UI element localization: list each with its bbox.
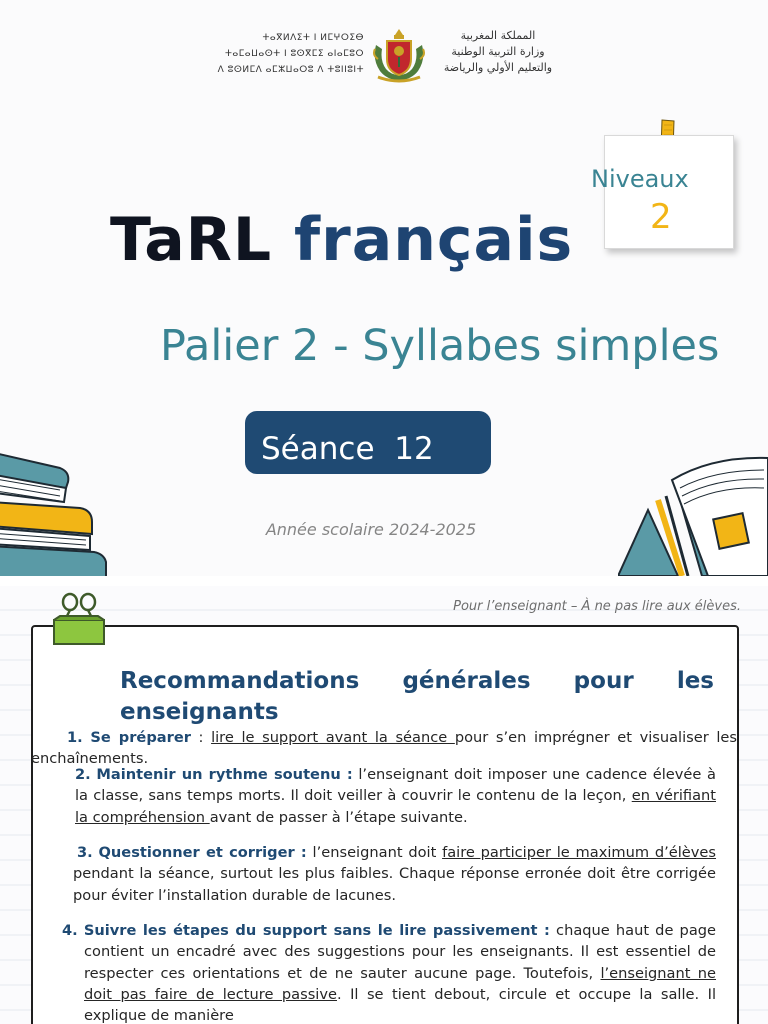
item-text: pendant la séance, surtout les plus faibles. Chaque réponse erronée doit être corrigée pour éviter l’installation durable de lacunes. — [73, 865, 716, 904]
item-text: . Il se tient debout, circule et occupe la salle. Il explique de manière — [84, 985, 716, 1024]
recommendation-item-2 — [75, 764, 716, 828]
item-number: 2. — [75, 766, 91, 783]
item-number: 1. — [67, 729, 83, 746]
item-text: pour s’en imprégner et visualiser les enchaînements. — [31, 729, 737, 768]
teacher-note: Pour l’enseignant – À ne pas lire aux élèves. — [453, 599, 741, 614]
item-underlined-text: faire participer le maximum d’élèves — [442, 844, 717, 861]
recommendations-heading: Recommandations générales pour les enseignants — [120, 668, 714, 725]
item-separator: : — [190, 729, 212, 746]
item-text: chaque haut de page contient un encadré avec des suggestions pour les enseignants. Il est essentiel de respecter ces orientations et de ne sauter aucune page. Toutefois, — [84, 922, 717, 982]
title-tarl: TaRL — [110, 205, 273, 275]
ministry-name-tifinagh — [196, 30, 364, 78]
item-title: Maintenir un rythme soutenu : — [96, 766, 353, 783]
item-underlined-text: en vérifiant la compréhension — [75, 787, 716, 826]
slide-separator — [0, 576, 768, 586]
arabic-line: والتعليم الأولي والرياضة — [443, 61, 553, 74]
arabic-line: وزارة التربية الوطنية — [451, 45, 545, 58]
recommendation-item-3 — [73, 842, 716, 906]
recommendations-slide — [0, 586, 768, 1024]
item-title: Suivre les étapes du support sans le lire passivement : — [83, 922, 550, 939]
school-year: Année scolaire 2024-2025 — [265, 520, 477, 539]
recommendation-item-4 — [62, 920, 717, 1024]
item-text: l’enseignant doit — [306, 844, 443, 861]
subtitle: Palier 2 - Syllabes simples — [160, 321, 720, 371]
level-label: Niveaux — [591, 165, 689, 193]
tifinagh-line: ⵜⴰⵎⴰⵡⴰⵙⵜ ⵏ ⵓⵙⴳⵎⵉ ⴰⵏⴰⵎⵓⵔ — [224, 49, 364, 59]
main-title — [110, 205, 573, 275]
tifinagh-line: ⴷ ⵓⵙⵍⵎⴷ ⴰⵎⵣⵡⴰⵔⵓ ⴷ ⵜⵓⵏⵏⵓⵏⵜ — [217, 65, 364, 75]
item-number: 3. — [77, 844, 93, 861]
item-underlined-text: lire le support avant la séance — [211, 729, 455, 746]
item-text: l’enseignant doit imposer une cadence élevée à la classe, sans temps morts. Il doit veiller à couvrir le contenu de la leçon, — [75, 766, 716, 805]
coat-of-arms-emblem — [372, 27, 426, 83]
ministry-name-arabic — [432, 28, 564, 76]
item-underlined-text: l’enseignant ne doit pas faire de lecture passive — [84, 964, 717, 1003]
open-book-illustration — [618, 440, 768, 576]
stacked-books-illustration — [0, 432, 116, 576]
item-text: avant de passer à l’étape suivante. — [209, 808, 468, 826]
title-francais: français — [294, 205, 574, 275]
level-value: 2 — [650, 197, 672, 237]
binder-clip-icon — [50, 592, 108, 646]
session-label: Séance 12 — [261, 431, 434, 467]
item-number: 4. — [62, 922, 78, 939]
arabic-line: المملكة المغربية — [460, 29, 536, 42]
session-badge — [245, 411, 491, 474]
tifinagh-line: ⵜⴰⴳⵍⴷⵉⵜ ⵏ ⵍⵎⵖⵔⵉⴱ — [262, 33, 364, 43]
item-title: Questionner et corriger : — [98, 844, 307, 861]
item-title: Se préparer — [90, 729, 191, 746]
